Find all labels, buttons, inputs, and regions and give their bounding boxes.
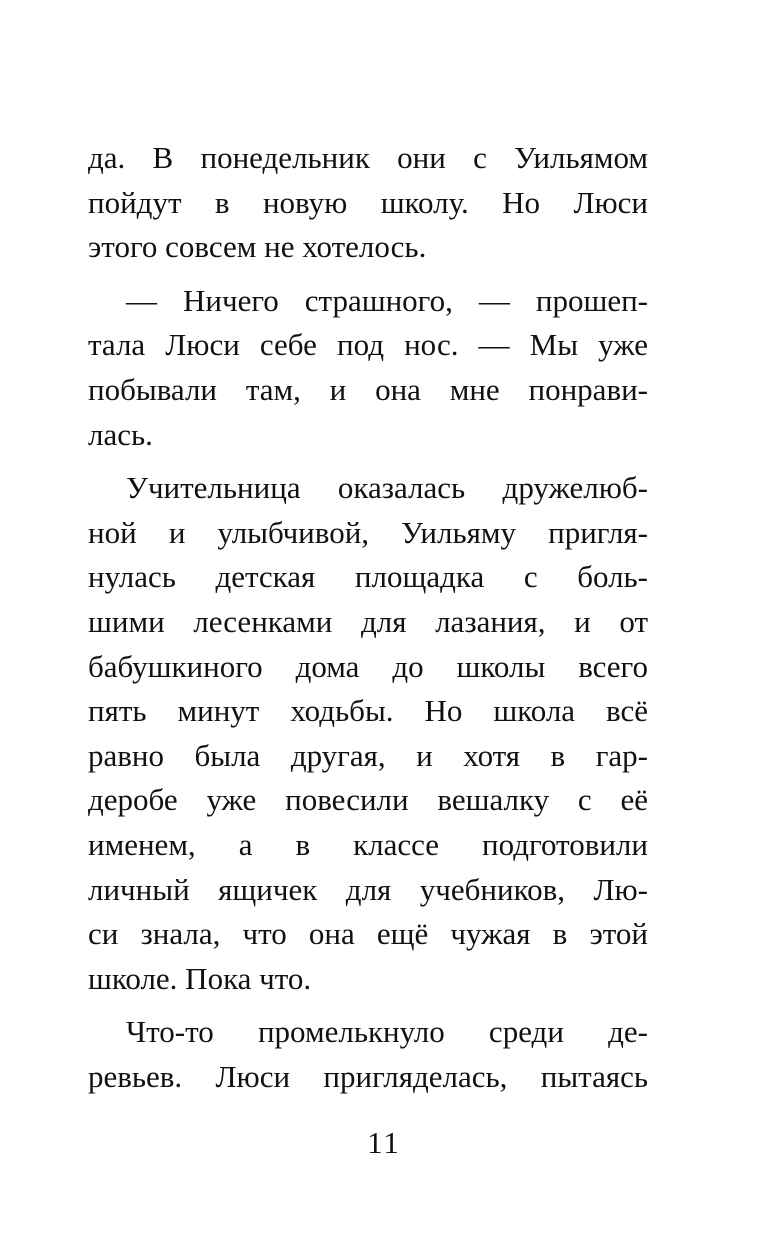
text-line: Что-то промелькнуло среди де-	[126, 1014, 648, 1050]
page-number: 11	[367, 1125, 401, 1160]
text-line: си знала, что она ещё чужая в этой	[88, 916, 648, 952]
text-line: пойдут в новую школу. Но Люси	[88, 184, 648, 220]
page-body-text	[88, 136, 648, 1108]
text-line: именем, а в классе подготовили	[88, 826, 648, 862]
text-line: — Ничего страшного, — прошеп-	[126, 282, 648, 318]
paragraph-1	[88, 136, 648, 270]
text-line: личный ящичек для учебников, Лю-	[88, 871, 648, 907]
paragraph-2	[88, 279, 648, 457]
text-line: школе. Пока что.	[88, 960, 312, 996]
paragraph-4	[88, 1010, 648, 1099]
text-line: пять минут ходьбы. Но школа всё	[88, 693, 648, 729]
text-line: шими лесенками для лазания, и от	[88, 603, 648, 639]
paragraph-3	[88, 466, 648, 1001]
text-line: тала Люси себе под нос. — Мы уже	[88, 327, 648, 363]
text-line: да. В понедельник они с Уильямом	[88, 140, 648, 175]
text-line: нулась детская площадка с боль-	[88, 559, 648, 595]
text-line: равно была другая, и хотя в гар-	[88, 737, 648, 773]
text-line: Учительница оказалась дружелюб-	[126, 470, 648, 506]
text-line: этого совсем не хотелось.	[88, 229, 427, 265]
text-line: лась.	[88, 416, 153, 452]
text-line: ревьев. Люси пригляделась, пытаясь	[88, 1058, 648, 1094]
text-line: ной и улыбчивой, Уильяму пригля-	[88, 514, 648, 550]
text-line: деробе уже повесили вешалку с её	[88, 782, 648, 818]
text-line: побывали там, и она мне понрави-	[88, 371, 648, 407]
text-line: бабушкиного дома до школы всего	[88, 648, 648, 684]
